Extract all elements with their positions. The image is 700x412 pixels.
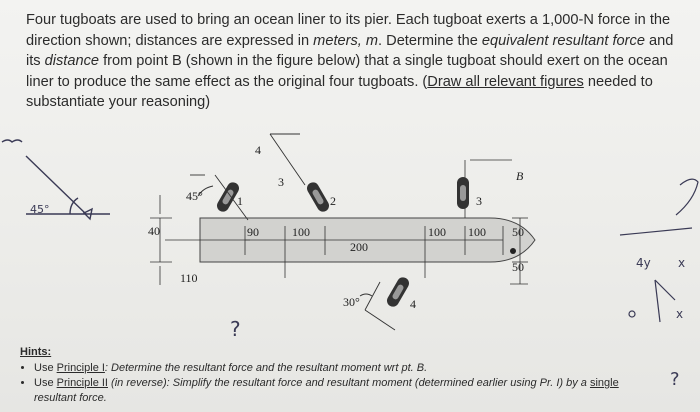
single-word: single [589,377,619,389]
angle-30-label: 30° [343,295,360,309]
problem-text-1: Four tugboats are used to bring an ocean liner to its pier. Each tugboat exerts a 1,000-N force in the direction shown; distances are expressed in [26,12,671,49]
dim-100-b: 100 [428,225,446,239]
dim-90: 90 [247,225,259,239]
hint-2: • Use Principle II (in reverse): Simplify the resultant force and resultant moment (determined earlier using Pr. I) by a single resultant force. [34,376,680,406]
point-b-label: B [516,169,524,183]
margin-note-x: x [678,256,686,270]
problem-text-3: and its [26,32,674,69]
hint-1: • Use Principle I: Determine the resultant force and the resultant moment wrt pt. B. [34,361,680,376]
equivalent-resultant-force-text: equivalent resultant force [481,32,645,49]
draw-figures-text: Draw all relevant figures [427,73,584,90]
hint-2-end: resultant force. [34,392,107,404]
distance-text: distance [44,53,100,69]
point-b-marker [510,248,516,254]
dim-50-a: 50 [512,225,524,239]
dim-50-b: 50 [512,260,524,274]
tugboat-2-label: 2 [330,194,336,208]
tugboat-4 [385,275,411,309]
tugboat-3 [457,177,469,209]
hints-section [20,345,680,406]
hand-sketch-45 [2,140,110,219]
angle-45-label: 45° [186,189,203,203]
hints-list [20,361,680,406]
tugboat-3-label: 3 [476,194,482,208]
tugboat-4-label: 4 [410,297,416,311]
problem-text-2: . Determine the [378,32,482,49]
dim-100-a: 100 [292,225,310,239]
principle-1-link: Principle I [56,362,105,374]
problem-text-4: from point B (shown in the figure below) that a single tugboat should exert on the ocean liner to produce the same effect as the original four tugboats. ( [26,53,668,90]
dim-40: 40 [148,224,160,238]
hints-title: Hints: [20,346,52,358]
margin-sketch [620,179,698,322]
dim-200: 200 [350,240,368,254]
tugboat-2 [305,180,331,214]
force-4-label: 4 [255,143,261,157]
margin-note-4y: 4y [636,256,651,270]
dim-100-c: 100 [468,225,486,239]
question-mark-center: ? [230,317,241,341]
dim-110: 110 [180,271,198,285]
question-mark-right: ? [670,369,680,390]
principle-2-link: Principle II [56,377,108,389]
units-text: meters, m [313,32,379,49]
force-3-label: 3 [278,175,284,189]
hand-angle-45-label: 45° [30,203,50,216]
problem-text-5: needed to substantiate your reasoning) [26,73,653,110]
tugboat-1-label: 1 [237,194,243,208]
margin-note-x-2: x [676,307,684,321]
